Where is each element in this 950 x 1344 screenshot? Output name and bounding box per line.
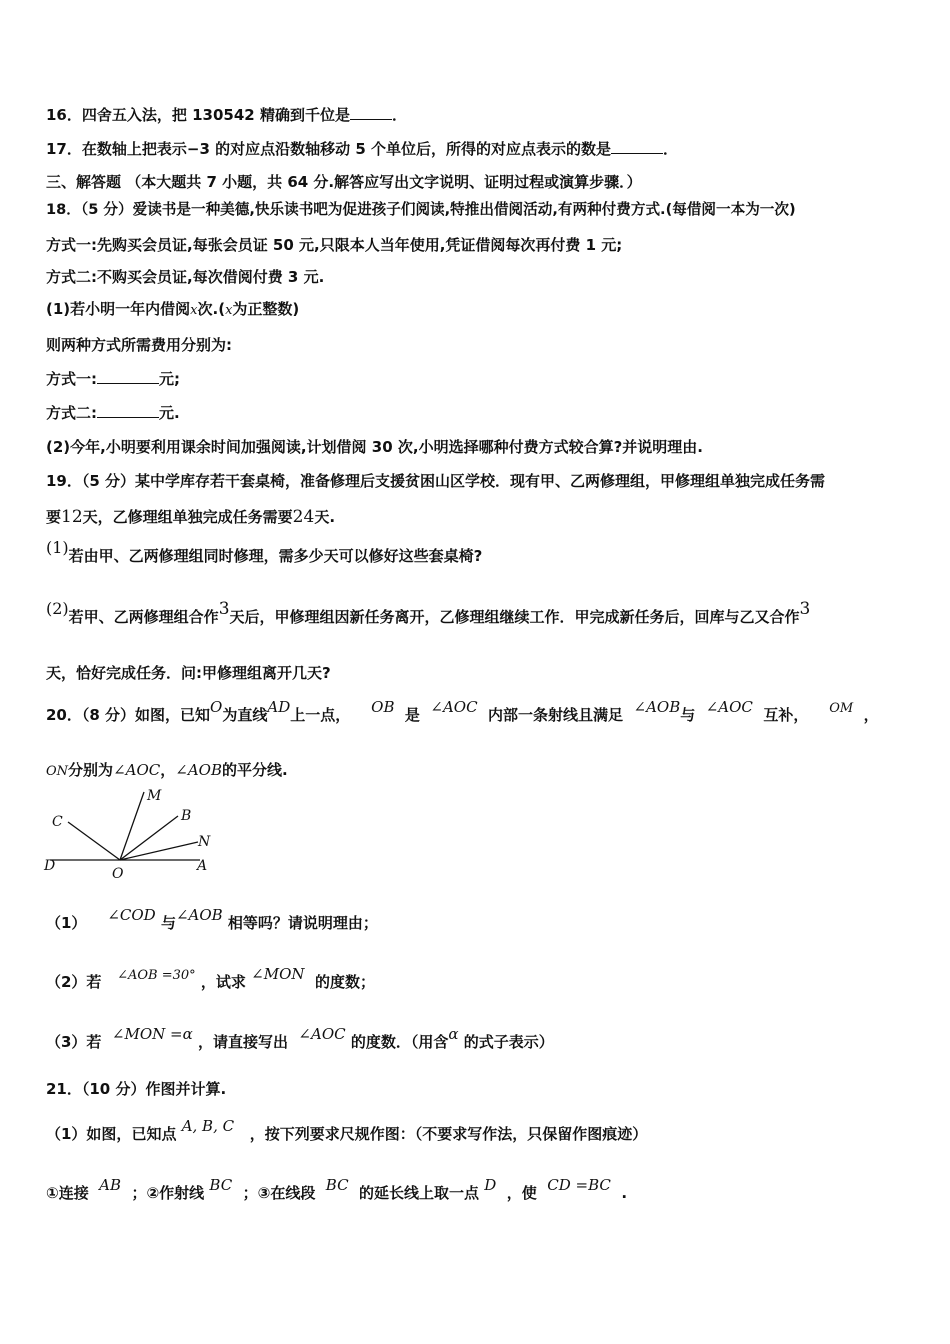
q19-part2 — [46, 599, 811, 627]
fill2-blank[interactable] — [97, 416, 159, 418]
q20-stem — [46, 698, 879, 725]
q18-part1 — [46, 298, 299, 319]
q20-p2-a: （2）若 — [46, 973, 102, 991]
label-M: M — [147, 788, 162, 804]
q20-p3-c: 的度数．（用含 — [350, 1033, 449, 1051]
q16-answer-blank[interactable] — [350, 118, 392, 120]
q19-p2-label: (2) — [46, 599, 69, 618]
q21-part2 — [46, 1176, 628, 1203]
math-24: 24 — [292, 507, 315, 527]
math-angle-AOC: ∠AOC — [298, 1025, 346, 1043]
math-BC: BC — [325, 1176, 349, 1194]
label-N: N — [198, 834, 211, 850]
fill2-unit: 元. — [159, 404, 180, 422]
math-ON: ON — [46, 764, 69, 779]
q20-p1-a: （1） — [46, 914, 87, 932]
math-points-ABC: A, B, C — [181, 1117, 235, 1135]
math-OB: OB — [371, 698, 395, 716]
q20-part2 — [46, 965, 375, 992]
q20-b: 为直线 — [222, 706, 268, 724]
q21-p1-b: ，按下列要求尺规作图：（不要求写作法，只保留作图痕迹） — [249, 1125, 648, 1143]
section-3-heading: 三、解答题 （本大题共 7 小题，共 64 分.解答应写出文字说明、证明过程或演算步骤．） — [46, 173, 642, 191]
math-OM: OM — [829, 701, 854, 716]
math-angle-MON-alpha: ∠MON =α — [111, 1025, 193, 1043]
q20-part1 — [46, 906, 378, 933]
q16-line — [46, 104, 407, 125]
q20-a: 20．（8 分）如图，已知 — [46, 706, 211, 724]
label-D: D — [44, 858, 56, 874]
math-BC: BC — [209, 1176, 233, 1194]
q17-line — [46, 138, 678, 159]
q18-fill2 — [46, 402, 180, 423]
q21-p2-f: . — [621, 1184, 628, 1202]
q16-end: ． — [391, 106, 407, 124]
q20-c: 上一点， — [290, 706, 351, 724]
q18-way2: 方式二:不购买会员证,每次借阅付费 3 元. — [46, 268, 325, 286]
fill1-unit: 元; — [159, 370, 180, 388]
fill2-label: 方式二: — [46, 404, 97, 422]
q18-part2: (2)今年,小明要利用课余时间加强阅读,计划借阅 30 次,小明选择哪种付费方式较合算?并说明理由. — [46, 438, 703, 456]
math-12: 12 — [61, 507, 83, 527]
q21-p2-b: ；②作射线 — [131, 1184, 205, 1202]
q18-part1-prompt: 则两种方式所需费用分别为: — [46, 336, 232, 354]
q18-part1-b: 次.( — [197, 300, 226, 318]
label-O: O — [112, 866, 124, 882]
q17-text: 17．在数轴上把表示−3 的对应点沿数轴移动 5 个单位后，所得的对应点表示的数是 — [46, 140, 611, 158]
q20-angle-figure — [40, 784, 220, 884]
q17-answer-blank[interactable] — [611, 152, 663, 154]
math-AB: AB — [99, 1176, 122, 1194]
math-angle-AOB: ∠AOB — [175, 906, 223, 924]
q18-part1-a: (1)若小明一年内借阅 — [46, 300, 191, 318]
q20-f: 与 — [680, 706, 696, 724]
math-angle-AOB: ∠AOB — [175, 761, 222, 779]
q21-p2-a: ①连接 — [46, 1184, 89, 1202]
q20-part3 — [46, 1025, 554, 1052]
ray-OM — [120, 792, 144, 860]
q20-line2 — [46, 759, 288, 780]
q19-l2-a: 要 — [46, 508, 62, 526]
math-angle-MON: ∠MON — [251, 965, 305, 983]
q19-line2 — [46, 506, 335, 527]
math-x: x — [190, 303, 198, 318]
q20-e: 内部一条射线且满足 — [488, 706, 624, 724]
math-3: 3 — [218, 599, 230, 619]
math-x: x — [225, 303, 233, 318]
q20-p3-b: ，请直接写出 — [197, 1033, 288, 1051]
math-angle-AOC: ∠AOC — [430, 698, 478, 716]
math-AD: AD — [267, 698, 291, 716]
ray-OC — [68, 822, 120, 860]
q20-l2-c: 的平分线. — [222, 761, 288, 779]
q20-p3-d: 的式子表示） — [463, 1033, 554, 1051]
q19-part1 — [46, 538, 483, 566]
math-angle-AOC: ∠AOC — [705, 698, 753, 716]
fill1-blank[interactable] — [97, 382, 159, 384]
q21-p1-a: （1）如图，已知点 — [46, 1125, 177, 1143]
q18-part1-c: 为正整数) — [232, 300, 300, 318]
math-D: D — [484, 1176, 497, 1194]
q19-p1-text: 若由甲、乙两修理组同时修理，需多少天可以修好这些套桌椅? — [68, 547, 483, 565]
q21-p2-c: ；③在线段 — [242, 1184, 316, 1202]
q21-stem: 21．（10 分）作图并计算. — [46, 1080, 227, 1098]
q20-p2-c: 的度数； — [314, 973, 375, 991]
q18-stem: 18．（5 分）爱读书是一种美德,快乐读书吧为促进孩子们阅读,特推出借阅活动,有两种付费方式.(每借阅一本为一次) — [46, 201, 796, 218]
math-angle-AOB-30: ∠AOB =30° — [117, 968, 196, 983]
math-O: O — [210, 698, 223, 716]
label-B: B — [181, 808, 192, 824]
q19-p1-label: (1) — [46, 538, 69, 557]
math-angle-AOC: ∠AOC — [113, 761, 161, 779]
label-A: A — [197, 858, 208, 874]
math-angle-AOB: ∠AOB — [633, 698, 681, 716]
q21-part1 — [46, 1117, 648, 1144]
q16-text: 16．四舍五入法，把 130542 精确到千位是 — [46, 106, 350, 124]
q20-p2-b: ，试求 — [200, 973, 246, 991]
q20-p1-c: 相等吗？请说明理由； — [227, 914, 378, 932]
q19-l2-b: 天，乙修理组单独完成任务需要 — [82, 508, 293, 526]
q19-stem: 19．（5 分）某中学库存若干套桌椅，准备修理后支援贫困山区学校．现有甲、乙两修理组，甲修理组单独完成任务需 — [46, 472, 826, 490]
math-3: 3 — [799, 599, 811, 619]
fill1-label: 方式一: — [46, 370, 97, 388]
q19-l2-c: 天. — [314, 508, 336, 526]
q19-p2-b: 天后，甲修理组因新任务离开，乙修理组继续工作．甲完成新任务后，回库与乙又合作 — [229, 608, 800, 626]
q20-d: 是 — [404, 706, 420, 724]
q20-p1-b: 与 — [160, 914, 176, 932]
math-CD-eq-BC: CD =BC — [547, 1176, 611, 1194]
label-C: C — [52, 814, 63, 830]
q18-way1: 方式一:先购买会员证,每张会员证 50 元,只限本人当年使用,凭证借阅每次再付费 1 元; — [46, 236, 623, 254]
math-alpha: α — [448, 1025, 459, 1043]
q20-l2-a: 分别为 — [68, 761, 114, 779]
q19-part2-end: 天，恰好完成任务．问:甲修理组离开几天? — [46, 664, 331, 682]
q18-fill1 — [46, 368, 180, 389]
math-angle-COD: ∠COD — [107, 906, 156, 924]
q20-h: ， — [863, 706, 879, 724]
q20-g: 互补， — [763, 706, 809, 724]
q21-p2-d: 的延长线上取一点 — [359, 1184, 480, 1202]
q19-p2-a: 若甲、乙两修理组合作 — [68, 608, 219, 626]
q21-p2-e: ，使 — [506, 1184, 537, 1202]
q17-end: ． — [663, 140, 679, 158]
q20-p3-a: （3）若 — [46, 1033, 102, 1051]
q20-l2-b: ， — [160, 761, 176, 779]
